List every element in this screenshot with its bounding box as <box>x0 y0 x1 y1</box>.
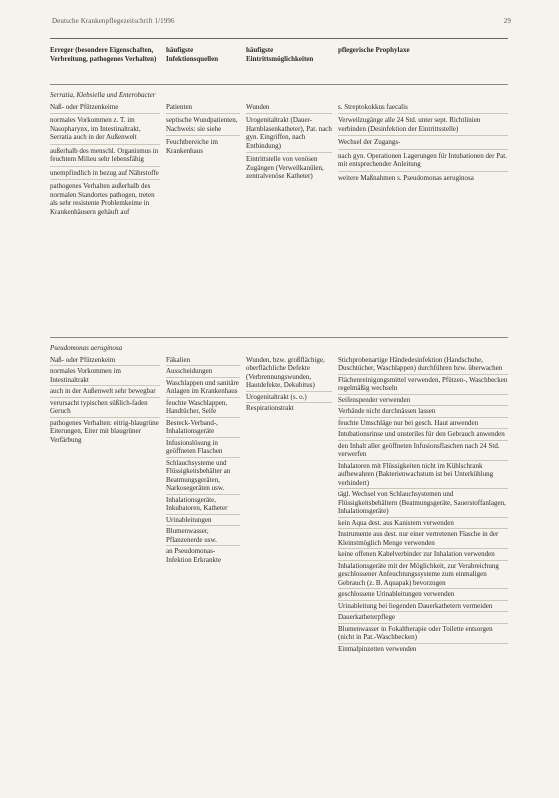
cell-line: Respirationstrakt <box>246 404 294 412</box>
cell-line: Intubationsrinse und unsteriles für den Gebrauch anwenden <box>338 430 508 441</box>
section-title: Serratia, Klebsiella und Enterobacter <box>50 91 156 99</box>
cell-line: pathogenes Verhalten: eitrig-blaugrüne Eiterungen, Eiter mit blaugrüner Verfärbung <box>50 418 159 444</box>
cell-line: Einmalpinzetten verwenden <box>338 644 417 653</box>
running-head <box>52 17 511 25</box>
cell-line: Urinableitungen <box>166 516 240 527</box>
cell-line: s. Streptokokkus faecalis <box>338 103 508 115</box>
cell-line: an Pseudomonas-Infektion Erkrankte <box>166 547 222 564</box>
cell-line: unempfindlich in bezug auf Nährstoffe <box>50 169 160 181</box>
section-pseudomonas <box>50 338 508 655</box>
header-pathogen: Erreger (besondere Eigenschaften, Verbreitung, pathogenes Verhalten) <box>50 46 157 63</box>
cell-sources <box>166 356 246 656</box>
cell-line: Seifenspender verwenden <box>338 396 508 407</box>
cell-line: Flächenreinigungsmittel verwenden, Pfützen-, Waschbecken regelmäßig wechseln <box>338 376 508 395</box>
cell-line: verursacht typischen süßlich-faden Geruch <box>50 399 160 418</box>
cell-line: normales Vorkommen z. T. im Nasopharynx, im Intestinaltrakt, Serratia auch in der Außenwelt <box>50 116 160 145</box>
cell-entry <box>246 103 338 221</box>
cell-line: Eintrittstelle von venösen Zugängen (Verweilkanülen, zentralvenöse Katheter) <box>246 155 324 180</box>
journal-title: Deutsche Krankenpflegezeitschrift 1/1996 <box>52 17 175 25</box>
cell-line: weitere Maßnahmen s. Pseudomonas aeruginosa <box>338 173 474 182</box>
cell-line: Patienten <box>166 103 240 115</box>
section-title: Pseudomonas aeruginosa <box>50 344 123 352</box>
cell-prophylaxis <box>338 356 508 656</box>
cell-line: Ausscheidungen <box>166 367 240 378</box>
cell-line: normales Vorkommen im Intestinaltrakt <box>50 367 160 386</box>
cell-line: Wunden <box>246 103 332 115</box>
cell-line: Besteck-Verband-, Inhalationsgeräte <box>166 419 240 438</box>
cell-line: Feuchtbereiche im Krankenhaus <box>166 138 218 155</box>
cell-line: tägl. Wechsel von Schlauchsystemen und Flüssigkeitsbehältern (Beatmungsgeräte, Sauerstoffanlagen, Inhalationsgeräte) <box>338 490 508 518</box>
cell-line: Schlauchsysteme und Flüssigkeitsbehälter an Beatmungsgeräten, Narkosegeräten usw. <box>166 459 240 495</box>
header-sources: häufigste Infektionsquellen <box>166 46 219 63</box>
cell-line: keine offenen Kabelverbinder zur Inhalation verwenden <box>338 550 508 561</box>
cell-line: Fäkalien <box>166 356 240 367</box>
cell-sources <box>166 103 246 221</box>
cell-line: geschlossene Urinableitungen verwenden <box>338 590 508 601</box>
cell-prophylaxis <box>338 103 508 221</box>
cell-line: Infusionslösung in geöffneten Flaschen <box>166 439 240 458</box>
cell-entry <box>246 356 338 656</box>
page-number: 29 <box>503 17 511 25</box>
cell-line: Wunden, bzw. großflächige, oberflächliche Defekte (Verbrennungswunden, Hautdefekte, Dekubitus) <box>246 356 332 392</box>
cell-line: Urogenitaltrakt (Dauer-Harnblasenkatheter), Pat. nach gyn. Eingriffen, nach Entbindung) <box>246 116 332 153</box>
cell-line: Inhalationsgeräte, Inkubatoren, Katheter <box>166 496 240 515</box>
cell-line: nach gyn. Operationen Lagerungen für Intubationen der Pat. mit entsprechender Anleitung <box>338 152 508 172</box>
section-serratia <box>50 85 508 338</box>
cell-pathogen <box>50 356 166 656</box>
cell-line: Inhalationsgeräte mit der Möglichkeit, zur Verabreichung geschlossener Anfeuchtungssysteme zum einmaligen Gebrauch (z. B. Aquapak) bevorzugen <box>338 562 508 590</box>
cell-line: Dauerkatheterpflege <box>338 613 508 624</box>
cell-line: Wechsel der Zugangs- <box>338 138 508 150</box>
cell-line: Blumenwasser, Pflanzenerde usw. <box>166 527 240 546</box>
cell-line: feuchte Umschläge nur bei gesch. Haut anwenden <box>338 419 508 430</box>
cell-line: Urogenitaltrakt (s. o.) <box>246 393 332 404</box>
cell-line: außerhalb des menschl. Organismus in feuchtem Milieu sehr lebensfähig <box>50 147 160 167</box>
infection-table <box>50 38 508 655</box>
cell-line: septische Wundpatienten, Nachweis: sie siehe <box>166 116 240 136</box>
cell-line: Blumenwasser in Fokaltherapie oder Toilette entsorgen (nicht in Pat.-Waschbecken) <box>338 625 508 644</box>
cell-line: auch in der Außenwelt sehr bewegbar <box>50 387 160 398</box>
cell-line: pathogenes Verhalten außerhalb des normalen Standortes pathogen, treten als sehr resistente Problemkeime in Krankenhäusern gehäuft auf <box>50 182 155 216</box>
header-prophylaxis: pflegerische Prophylaxe <box>338 46 410 54</box>
table-row <box>50 103 508 221</box>
cell-pathogen <box>50 103 166 221</box>
table-row <box>50 356 508 656</box>
cell-line: kein Aqua dest. aus Kanistern verwenden <box>338 519 508 530</box>
cell-line: feuchte Waschlappen, Handtücher, Seife <box>166 399 240 418</box>
cell-line: den Inhalt aller geöffneten Infusionsflaschen nach 24 Std. verwerfen <box>338 442 508 461</box>
cell-line: Verweilzugänge alle 24 Std. unter sept. Richtlinien verbinden (Desinfektion der Eintrittsstelle) <box>338 116 508 136</box>
cell-line: Verbände nicht durchnässen lassen <box>338 407 508 418</box>
cell-line: Stichprobenartige Händedesinfektion (Handschuhe, Duschtücher, Waschlappen) durchführen bzw. überwachen <box>338 356 508 375</box>
cell-line: Naß- oder Pfützenkeime <box>50 103 160 115</box>
cell-line: Instrumente aus dest. nur einer vertretenen Flasche in der Kleinstmöglich Menge verwenden <box>338 530 508 549</box>
cell-line: Waschlappen und sanitäre Anlagen im Krankenhaus <box>166 379 240 398</box>
header-entry: häufigste Eintrittsmöglichkeiten <box>246 46 314 63</box>
table-header <box>50 38 508 84</box>
cell-line: Naß- oder Pfützenkeim <box>50 356 160 367</box>
cell-line: Inhalatoren mit Flüssigkeiten nicht im Kühlschrank aufbewahren (Bakterienwachstum ist bei Unterkühlung verhindert) <box>338 462 508 490</box>
cell-line: Urinableitung bei liegenden Dauerkathetern vermeiden <box>338 602 508 613</box>
